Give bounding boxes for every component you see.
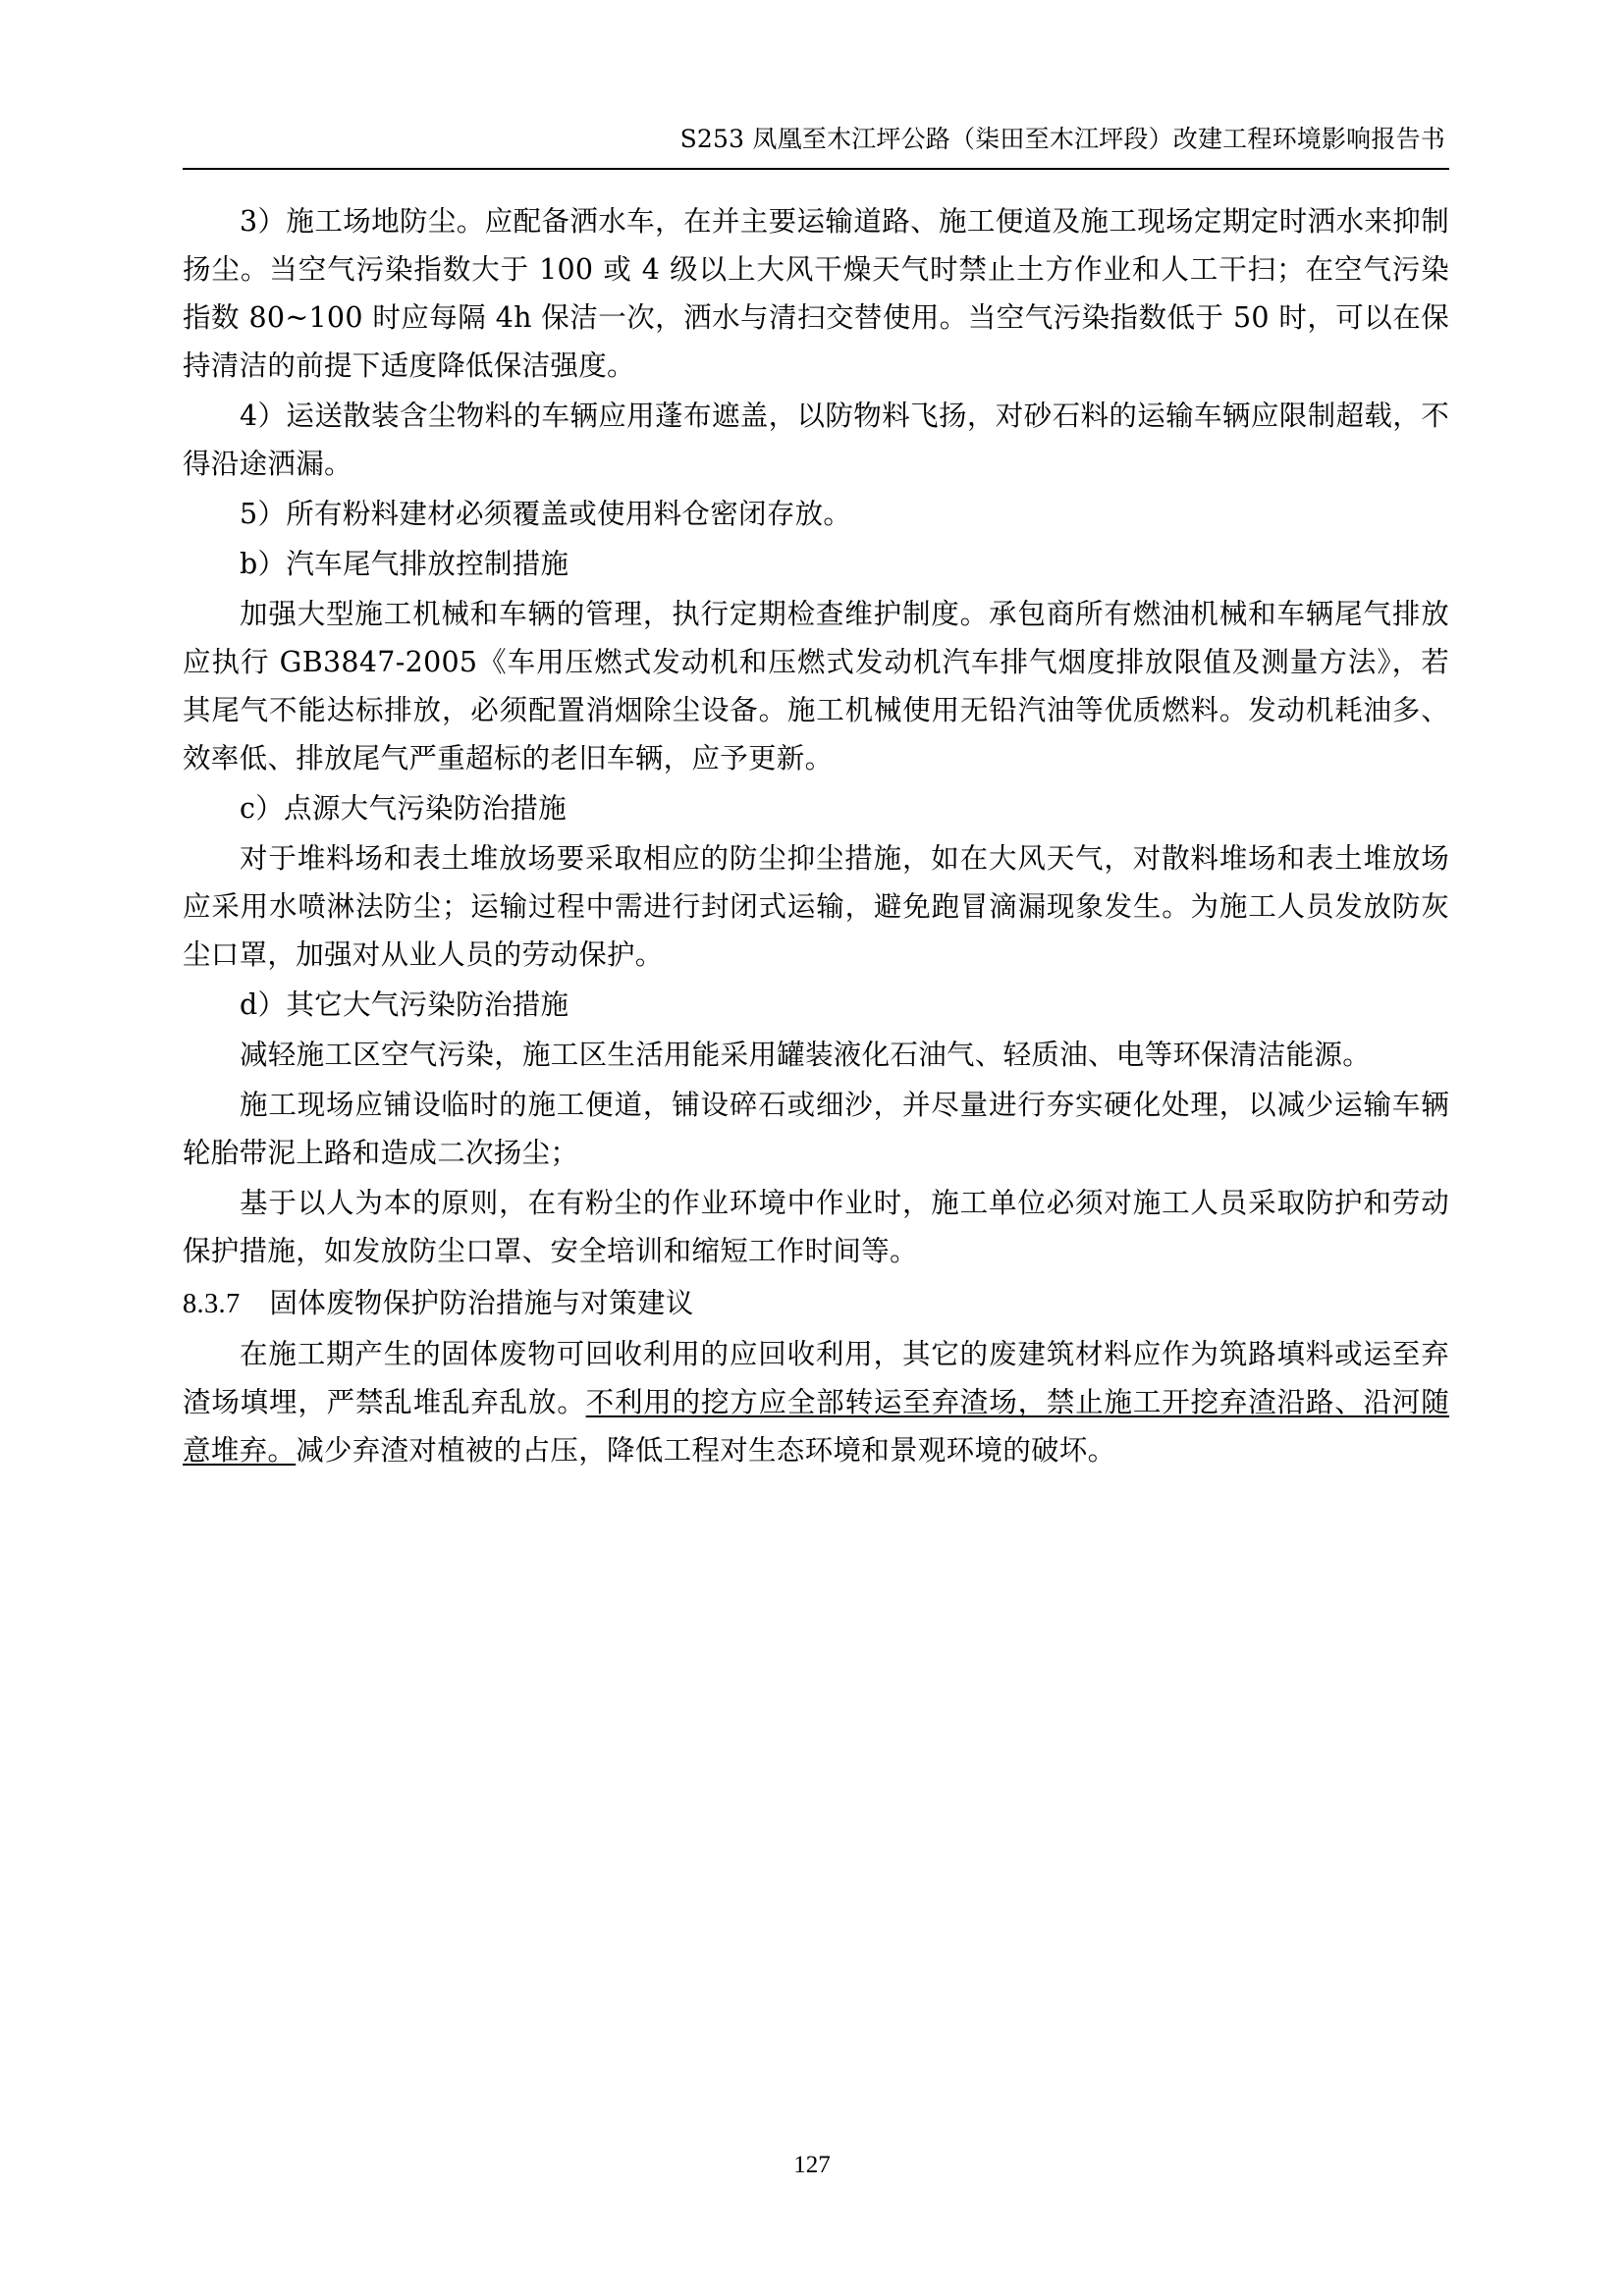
paragraph-solid-waste: [183, 1330, 1449, 1474]
paragraph-4: 4）运送散装含尘物料的车辆应用蓬布遮盖，以防物料飞扬，对砂石料的运输车辆应限制超载，不得沿途洒漏。: [183, 399, 1449, 480]
subheading-b: b）汽车尾气排放控制措施: [240, 547, 569, 580]
section-title: 固体废物保护防治措施与对策建议: [269, 1286, 694, 1319]
paragraph-5: 5）所有粉料建材必须覆盖或使用料仓密闭存放。: [240, 497, 852, 530]
section-number: 8.3.7: [183, 1288, 241, 1319]
paragraph-other-air: 减轻施工区空气污染，施工区生活用能采用罐装液化石油气、轻质油、电等环保清洁能源。: [240, 1038, 1372, 1071]
page-header: S253 凤凰至木江坪公路（柒田至木江坪段）改建工程环境影响报告书: [679, 125, 1445, 153]
subheading-d: d）其它大气污染防治措施: [240, 988, 569, 1021]
subheading-c: c）点源大气污染防治措施: [240, 791, 568, 825]
page-number: 127: [793, 2152, 831, 2178]
solid-waste-text-part1: 在施工期产生的固体废物可回收利用的应回收利用，其它的废建筑材料应作为筑路填料或运至弃渣场填埋，严禁乱堆乱弃乱放。: [183, 1337, 1449, 1418]
paragraph-exhaust-control: 加强大型施工机械和车辆的管理，执行定期检查维护制度。承包商所有燃油机械和车辆尾气排放应执行 GB3847-2005《车用压燃式发动机和压燃式发动机汽车排气烟度排放限值及测量方法》，若其尾气不能达标排放，必须配置消烟除尘设备。施工机械使用无铅汽油等优质燃料。发动机耗油多、效率低、排放尾气严重超标的老旧车辆，应予更新。: [183, 597, 1449, 774]
section-heading-8-3-7: [183, 1279, 1449, 1328]
solid-waste-text-part2: 减少弃渣对植被的占压，降低工程对生态环境和景观环境的破坏。: [296, 1433, 1116, 1467]
paragraph-worker-protection: 基于以人为本的原则，在有粉尘的作业环境中作业时，施工单位必须对施工人员采取防护和劳动保护措施，如发放防尘口罩、安全培训和缩短工作时间等。: [183, 1186, 1449, 1267]
paragraph-temp-road: 施工现场应铺设临时的施工便道，铺设碎石或细沙，并尽量进行夯实硬化处理，以减少运输车辆轮胎带泥上路和造成二次扬尘；: [183, 1088, 1449, 1169]
header-divider: [183, 168, 1449, 170]
page-content: [183, 124, 1449, 1476]
paragraph-point-source: 对于堆料场和表土堆放场要采取相应的防尘抑尘措施，如在大风天气，对散料堆场和表土堆放场应采用水喷淋法防尘；运输过程中需进行封闭式运输，避免跑冒滴漏现象发生。为施工人员发放防灰尘口罩，加强对从业人员的劳动保护。: [183, 841, 1449, 971]
solid-waste-underlined: 不利用的挖方应全部转运至弃渣场，禁止施工开挖弃渣沿路、沿河随意堆弃。: [183, 1385, 1449, 1467]
paragraph-3: 3）施工场地防尘。应配备洒水车，在并主要运输道路、施工便道及施工现场定期定时洒水来抑制扬尘。当空气污染指数大于 100 或 4 级以上大风干燥天气时禁止土方作业和人工干扫；在空气污染指数 80~100 时应每隔 4h 保洁一次，洒水与清扫交替使用。当空气污染指数低于 50 时，可以在保持清洁的前提下适度降低保洁强度。: [183, 204, 1449, 382]
